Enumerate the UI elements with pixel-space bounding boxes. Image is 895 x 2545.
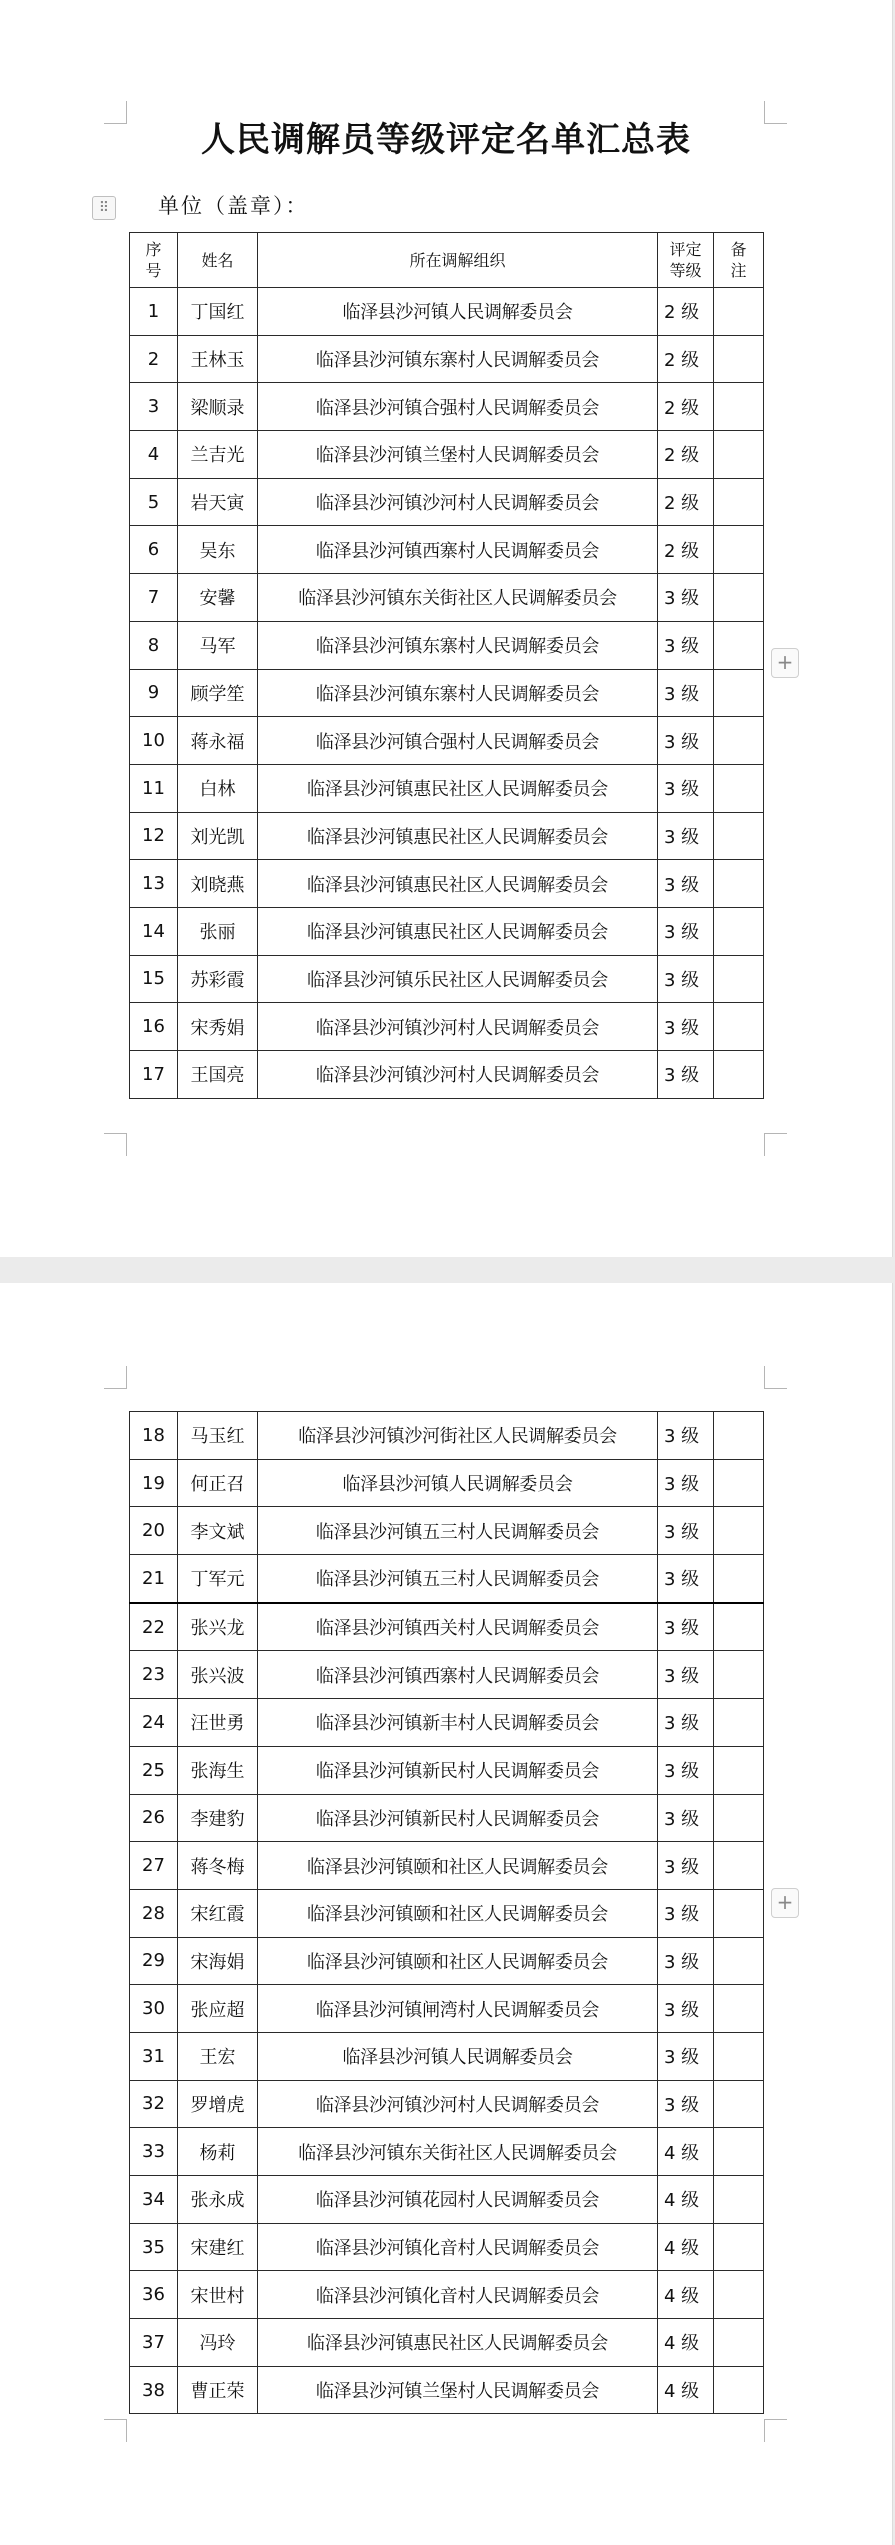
row-grade-cell[interactable]: 3 级: [658, 1746, 714, 1794]
row-name-cell[interactable]: 何正召: [178, 1459, 258, 1507]
table-row: [130, 955, 764, 1003]
row-org-cell[interactable]: 临泽县沙河镇沙河村人民调解委员会: [258, 478, 658, 526]
row-name-cell[interactable]: 宋红霞: [178, 1889, 258, 1937]
table-row: [130, 1459, 764, 1507]
row-note-cell[interactable]: [714, 1937, 764, 1985]
row-org-cell[interactable]: 临泽县沙河镇沙河村人民调解委员会: [258, 2080, 658, 2128]
row-org-cell[interactable]: 临泽县沙河镇五三村人民调解委员会: [258, 1555, 658, 1603]
row-org-cell[interactable]: 临泽县沙河镇东关街社区人民调解委员会: [258, 574, 658, 622]
row-index-cell[interactable]: 32: [130, 2080, 178, 2128]
header-note-line1: 备: [730, 240, 747, 259]
row-name-cell[interactable]: 安馨: [178, 574, 258, 622]
row-index-cell[interactable]: 38: [130, 2366, 178, 2414]
row-index-cell[interactable]: 25: [130, 1746, 178, 1794]
mediator-table-part-2: [129, 1411, 764, 2414]
row-index-cell[interactable]: 10: [130, 717, 178, 765]
row-grade-cell[interactable]: 3 级: [658, 1651, 714, 1699]
row-index-cell[interactable]: 36: [130, 2271, 178, 2319]
row-grade-cell[interactable]: 3 级: [658, 1794, 714, 1842]
row-org-cell[interactable]: 临泽县沙河镇合强村人民调解委员会: [258, 717, 658, 765]
row-index-cell[interactable]: 3: [130, 383, 178, 431]
row-note-cell[interactable]: [714, 860, 764, 908]
margin-corner-mark: [104, 1133, 127, 1156]
row-org-cell[interactable]: 临泽县沙河镇兰堡村人民调解委员会: [258, 2366, 658, 2414]
row-name-cell[interactable]: 吴东: [178, 526, 258, 574]
row-index-cell[interactable]: 20: [130, 1507, 178, 1555]
row-grade-cell[interactable]: 3 级: [658, 1842, 714, 1890]
row-org-cell[interactable]: 临泽县沙河镇沙河村人民调解委员会: [258, 1003, 658, 1051]
row-org-cell[interactable]: 临泽县沙河镇新民村人民调解委员会: [258, 1746, 658, 1794]
row-index-cell[interactable]: 27: [130, 1842, 178, 1890]
row-org-cell[interactable]: 临泽县沙河镇乐民社区人民调解委员会: [258, 955, 658, 1003]
table-row: [130, 2128, 764, 2176]
header-index: [130, 233, 178, 288]
header-note: [714, 233, 764, 288]
row-note-cell[interactable]: [714, 2128, 764, 2176]
row-index-cell[interactable]: 6: [130, 526, 178, 574]
row-note-cell[interactable]: [714, 1794, 764, 1842]
document-title: 人民调解员等级评定名单汇总表: [201, 120, 691, 160]
header-note-line2: 注: [730, 261, 747, 280]
margin-corner-mark: [104, 1366, 127, 1389]
row-grade-cell[interactable]: 3 级: [658, 1985, 714, 2033]
row-grade-cell[interactable]: 4 级: [658, 2366, 714, 2414]
row-note-cell[interactable]: [714, 717, 764, 765]
row-note-cell[interactable]: [714, 1889, 764, 1937]
row-name-cell[interactable]: 曹正荣: [178, 2366, 258, 2414]
row-index-cell[interactable]: 14: [130, 907, 178, 955]
row-name-cell[interactable]: 宋秀娟: [178, 1003, 258, 1051]
row-note-cell[interactable]: [714, 1459, 764, 1507]
row-note-cell[interactable]: [714, 1842, 764, 1890]
row-name-cell[interactable]: 宋世村: [178, 2271, 258, 2319]
row-grade-cell[interactable]: 3 级: [658, 1459, 714, 1507]
table-row: [130, 335, 764, 383]
row-name-cell[interactable]: 丁军元: [178, 1555, 258, 1603]
row-note-cell[interactable]: [714, 574, 764, 622]
row-org-cell[interactable]: 临泽县沙河镇惠民社区人民调解委员会: [258, 764, 658, 812]
row-name-cell[interactable]: 张兴龙: [178, 1603, 258, 1651]
table-row: [130, 1985, 764, 2033]
row-org-cell[interactable]: 临泽县沙河镇合强村人民调解委员会: [258, 383, 658, 431]
row-index-cell[interactable]: 33: [130, 2128, 178, 2176]
row-name-cell[interactable]: 马玉红: [178, 1412, 258, 1460]
row-index-cell[interactable]: 15: [130, 955, 178, 1003]
row-grade-cell[interactable]: 3 级: [658, 2080, 714, 2128]
row-index-cell[interactable]: 2: [130, 335, 178, 383]
row-note-cell[interactable]: [714, 764, 764, 812]
add-row-button[interactable]: +: [771, 1888, 799, 1918]
table-move-handle-icon[interactable]: ⠿: [92, 196, 116, 220]
row-name-cell[interactable]: 蒋冬梅: [178, 1842, 258, 1890]
row-index-cell[interactable]: 13: [130, 860, 178, 908]
row-note-cell[interactable]: [714, 1507, 764, 1555]
table-row: [130, 383, 764, 431]
row-note-cell[interactable]: [714, 621, 764, 669]
row-index-cell[interactable]: 29: [130, 1937, 178, 1985]
row-note-cell[interactable]: [714, 2223, 764, 2271]
row-index-cell[interactable]: 23: [130, 1651, 178, 1699]
row-index-cell[interactable]: 21: [130, 1555, 178, 1603]
row-org-cell[interactable]: 临泽县沙河镇兰堡村人民调解委员会: [258, 431, 658, 479]
row-index-cell[interactable]: 7: [130, 574, 178, 622]
table-row: [130, 2271, 764, 2319]
table-row: [130, 1746, 764, 1794]
row-name-cell[interactable]: 兰吉光: [178, 431, 258, 479]
row-note-cell[interactable]: [714, 1699, 764, 1747]
row-org-cell[interactable]: 临泽县沙河镇五三村人民调解委员会: [258, 1507, 658, 1555]
table-row: [130, 907, 764, 955]
row-grade-cell[interactable]: 2 级: [658, 383, 714, 431]
row-org-cell[interactable]: 临泽县沙河镇东寨村人民调解委员会: [258, 669, 658, 717]
row-org-cell[interactable]: 临泽县沙河镇西寨村人民调解委员会: [258, 526, 658, 574]
row-org-cell[interactable]: 临泽县沙河镇西寨村人民调解委员会: [258, 1651, 658, 1699]
row-name-cell[interactable]: 汪世勇: [178, 1699, 258, 1747]
unit-stamp-label: 单位（盖章）：: [158, 194, 309, 218]
table-row: [130, 669, 764, 717]
row-grade-cell[interactable]: 3 级: [658, 1412, 714, 1460]
table-row: [130, 812, 764, 860]
row-index-cell[interactable]: 11: [130, 764, 178, 812]
row-org-cell[interactable]: 临泽县沙河镇化音村人民调解委员会: [258, 2271, 658, 2319]
add-row-button[interactable]: +: [771, 648, 799, 678]
table-row: [130, 1003, 764, 1051]
table-row: [130, 1937, 764, 1985]
row-name-cell[interactable]: 宋海娟: [178, 1937, 258, 1985]
row-note-cell[interactable]: [714, 2271, 764, 2319]
row-note-cell[interactable]: [714, 955, 764, 1003]
table-row: [130, 1651, 764, 1699]
row-index-cell[interactable]: 35: [130, 2223, 178, 2271]
row-grade-cell[interactable]: 2 级: [658, 431, 714, 479]
table-row: [130, 1555, 764, 1603]
row-org-cell[interactable]: 临泽县沙河镇化音村人民调解委员会: [258, 2223, 658, 2271]
row-note-cell[interactable]: [714, 2366, 764, 2414]
row-name-cell[interactable]: 白林: [178, 764, 258, 812]
row-index-cell[interactable]: 28: [130, 1889, 178, 1937]
table-row: [130, 1412, 764, 1460]
table-row: [130, 1794, 764, 1842]
row-grade-cell[interactable]: 4 级: [658, 2223, 714, 2271]
row-grade-cell[interactable]: 3 级: [658, 1051, 714, 1099]
row-name-cell[interactable]: 蒋永福: [178, 717, 258, 765]
row-org-cell[interactable]: 临泽县沙河镇颐和社区人民调解委员会: [258, 1842, 658, 1890]
row-note-cell[interactable]: [714, 907, 764, 955]
row-grade-cell[interactable]: 2 级: [658, 288, 714, 336]
row-name-cell[interactable]: 张永成: [178, 2176, 258, 2224]
row-index-cell[interactable]: 24: [130, 1699, 178, 1747]
table-header-row: [130, 233, 764, 288]
table-row: [130, 2032, 764, 2080]
row-grade-cell[interactable]: 4 级: [658, 2128, 714, 2176]
row-index-cell[interactable]: 8: [130, 621, 178, 669]
row-name-cell[interactable]: 刘晓燕: [178, 860, 258, 908]
row-note-cell[interactable]: [714, 1603, 764, 1651]
table-row: [130, 764, 764, 812]
mediator-table-part-1: [129, 232, 764, 1099]
row-org-cell[interactable]: 临泽县沙河镇东寨村人民调解委员会: [258, 621, 658, 669]
row-name-cell[interactable]: 王林玉: [178, 335, 258, 383]
header-grade: [658, 233, 714, 288]
row-name-cell[interactable]: 苏彩霞: [178, 955, 258, 1003]
row-note-cell[interactable]: [714, 478, 764, 526]
table-row: [130, 1699, 764, 1747]
row-index-cell[interactable]: 19: [130, 1459, 178, 1507]
row-grade-cell[interactable]: 3 级: [658, 1003, 714, 1051]
row-name-cell[interactable]: 杨莉: [178, 2128, 258, 2176]
row-index-cell[interactable]: 30: [130, 1985, 178, 2033]
table-row: [130, 431, 764, 479]
table-row: [130, 288, 764, 336]
row-name-cell[interactable]: 张海生: [178, 1746, 258, 1794]
row-name-cell[interactable]: 罗增虎: [178, 2080, 258, 2128]
table-row: [130, 2319, 764, 2367]
row-name-cell[interactable]: 王国亮: [178, 1051, 258, 1099]
table-row: [130, 2366, 764, 2414]
row-name-cell[interactable]: 王宏: [178, 2032, 258, 2080]
row-org-cell[interactable]: 临泽县沙河镇人民调解委员会: [258, 2032, 658, 2080]
row-index-cell[interactable]: 17: [130, 1051, 178, 1099]
row-index-cell[interactable]: 34: [130, 2176, 178, 2224]
row-note-cell[interactable]: [714, 1555, 764, 1603]
header-org: 所在调解组织: [258, 233, 658, 288]
row-grade-cell[interactable]: 4 级: [658, 2176, 714, 2224]
row-grade-cell[interactable]: 2 级: [658, 478, 714, 526]
row-org-cell[interactable]: 临泽县沙河镇新民村人民调解委员会: [258, 1794, 658, 1842]
row-index-cell[interactable]: 5: [130, 478, 178, 526]
row-index-cell[interactable]: 9: [130, 669, 178, 717]
row-name-cell[interactable]: 李建豹: [178, 1794, 258, 1842]
row-note-cell[interactable]: [714, 1003, 764, 1051]
table-row: [130, 574, 764, 622]
header-index-line2: 号: [145, 261, 162, 280]
row-grade-cell[interactable]: 3 级: [658, 669, 714, 717]
row-name-cell[interactable]: 李文斌: [178, 1507, 258, 1555]
row-org-cell[interactable]: 临泽县沙河镇颐和社区人民调解委员会: [258, 1889, 658, 1937]
row-grade-cell[interactable]: 3 级: [658, 1889, 714, 1937]
table-row: [130, 1889, 764, 1937]
row-org-cell[interactable]: 临泽县沙河镇东寨村人民调解委员会: [258, 335, 658, 383]
row-note-cell[interactable]: [714, 2176, 764, 2224]
margin-corner-mark: [764, 2419, 787, 2442]
row-grade-cell[interactable]: 3 级: [658, 1699, 714, 1747]
row-org-cell[interactable]: 临泽县沙河镇西关村人民调解委员会: [258, 1603, 658, 1651]
margin-corner-mark: [764, 1366, 787, 1389]
header-index-line1: 序: [145, 240, 162, 259]
row-org-cell[interactable]: 临泽县沙河镇惠民社区人民调解委员会: [258, 907, 658, 955]
row-note-cell[interactable]: [714, 335, 764, 383]
row-grade-cell[interactable]: 3 级: [658, 812, 714, 860]
row-index-cell[interactable]: 31: [130, 2032, 178, 2080]
margin-corner-mark: [104, 2419, 127, 2442]
row-grade-cell[interactable]: 3 级: [658, 574, 714, 622]
row-grade-cell[interactable]: 4 级: [658, 2271, 714, 2319]
row-note-cell[interactable]: [714, 2319, 764, 2367]
row-name-cell[interactable]: 刘光凯: [178, 812, 258, 860]
row-grade-cell[interactable]: 3 级: [658, 955, 714, 1003]
table-row: [130, 1507, 764, 1555]
table-row: [130, 1842, 764, 1890]
row-org-cell[interactable]: 临泽县沙河镇闸湾村人民调解委员会: [258, 1985, 658, 2033]
row-name-cell[interactable]: 丁国红: [178, 288, 258, 336]
row-note-cell[interactable]: [714, 2080, 764, 2128]
header-grade-line2: 等级: [669, 261, 702, 280]
row-grade-cell[interactable]: 2 级: [658, 335, 714, 383]
row-note-cell[interactable]: [714, 1412, 764, 1460]
row-name-cell[interactable]: 宋建红: [178, 2223, 258, 2271]
row-index-cell[interactable]: 18: [130, 1412, 178, 1460]
row-name-cell[interactable]: 张应超: [178, 1985, 258, 2033]
row-grade-cell[interactable]: 3 级: [658, 860, 714, 908]
row-org-cell[interactable]: 临泽县沙河镇东关街社区人民调解委员会: [258, 2128, 658, 2176]
row-index-cell[interactable]: 1: [130, 288, 178, 336]
document-page-1: [0, 0, 893, 1257]
row-name-cell[interactable]: 梁顺录: [178, 383, 258, 431]
row-index-cell[interactable]: 26: [130, 1794, 178, 1842]
row-index-cell[interactable]: 4: [130, 431, 178, 479]
row-grade-cell[interactable]: 3 级: [658, 2032, 714, 2080]
row-grade-cell[interactable]: 3 级: [658, 1507, 714, 1555]
row-note-cell[interactable]: [714, 526, 764, 574]
row-org-cell[interactable]: 临泽县沙河镇惠民社区人民调解委员会: [258, 2319, 658, 2367]
table-row: [130, 717, 764, 765]
row-name-cell[interactable]: 张丽: [178, 907, 258, 955]
table-row: [130, 621, 764, 669]
row-index-cell[interactable]: 12: [130, 812, 178, 860]
row-grade-cell[interactable]: 4 级: [658, 2319, 714, 2367]
row-org-cell[interactable]: 临泽县沙河镇花园村人民调解委员会: [258, 2176, 658, 2224]
row-name-cell[interactable]: 张兴波: [178, 1651, 258, 1699]
row-grade-cell[interactable]: 3 级: [658, 717, 714, 765]
row-grade-cell[interactable]: 3 级: [658, 1555, 714, 1603]
row-index-cell[interactable]: 16: [130, 1003, 178, 1051]
header-grade-line1: 评定: [669, 240, 702, 259]
row-note-cell[interactable]: [714, 2032, 764, 2080]
header-name: 姓名: [178, 233, 258, 288]
row-org-cell[interactable]: 临泽县沙河镇人民调解委员会: [258, 1459, 658, 1507]
table-row: [130, 2080, 764, 2128]
row-org-cell[interactable]: 临泽县沙河镇惠民社区人民调解委员会: [258, 860, 658, 908]
table-row: [130, 526, 764, 574]
row-note-cell[interactable]: [714, 669, 764, 717]
row-grade-cell[interactable]: 3 级: [658, 621, 714, 669]
row-grade-cell[interactable]: 3 级: [658, 907, 714, 955]
margin-corner-mark: [764, 1133, 787, 1156]
row-grade-cell[interactable]: 3 级: [658, 1937, 714, 1985]
row-note-cell[interactable]: [714, 1985, 764, 2033]
table-row: [130, 478, 764, 526]
row-note-cell[interactable]: [714, 288, 764, 336]
row-org-cell[interactable]: 临泽县沙河镇沙河村人民调解委员会: [258, 1051, 658, 1099]
row-org-cell[interactable]: 临泽县沙河镇惠民社区人民调解委员会: [258, 812, 658, 860]
row-note-cell[interactable]: [714, 1651, 764, 1699]
row-name-cell[interactable]: 顾学笙: [178, 669, 258, 717]
table-row: [130, 2223, 764, 2271]
row-note-cell[interactable]: [714, 1746, 764, 1794]
row-grade-cell[interactable]: 3 级: [658, 1603, 714, 1651]
row-org-cell[interactable]: 临泽县沙河镇沙河街社区人民调解委员会: [258, 1412, 658, 1460]
row-note-cell[interactable]: [714, 383, 764, 431]
table-row: [130, 1051, 764, 1099]
row-note-cell[interactable]: [714, 431, 764, 479]
row-grade-cell[interactable]: 2 级: [658, 526, 714, 574]
row-note-cell[interactable]: [714, 1051, 764, 1099]
row-name-cell[interactable]: 马军: [178, 621, 258, 669]
row-index-cell[interactable]: 37: [130, 2319, 178, 2367]
table-row: [130, 860, 764, 908]
row-index-cell[interactable]: 22: [130, 1603, 178, 1651]
row-org-cell[interactable]: 临泽县沙河镇人民调解委员会: [258, 288, 658, 336]
row-note-cell[interactable]: [714, 812, 764, 860]
row-org-cell[interactable]: 临泽县沙河镇颐和社区人民调解委员会: [258, 1937, 658, 1985]
row-name-cell[interactable]: 岩天寅: [178, 478, 258, 526]
table-row: [130, 1603, 764, 1651]
row-name-cell[interactable]: 冯玲: [178, 2319, 258, 2367]
row-grade-cell[interactable]: 3 级: [658, 764, 714, 812]
row-org-cell[interactable]: 临泽县沙河镇新丰村人民调解委员会: [258, 1699, 658, 1747]
table-row: [130, 2176, 764, 2224]
